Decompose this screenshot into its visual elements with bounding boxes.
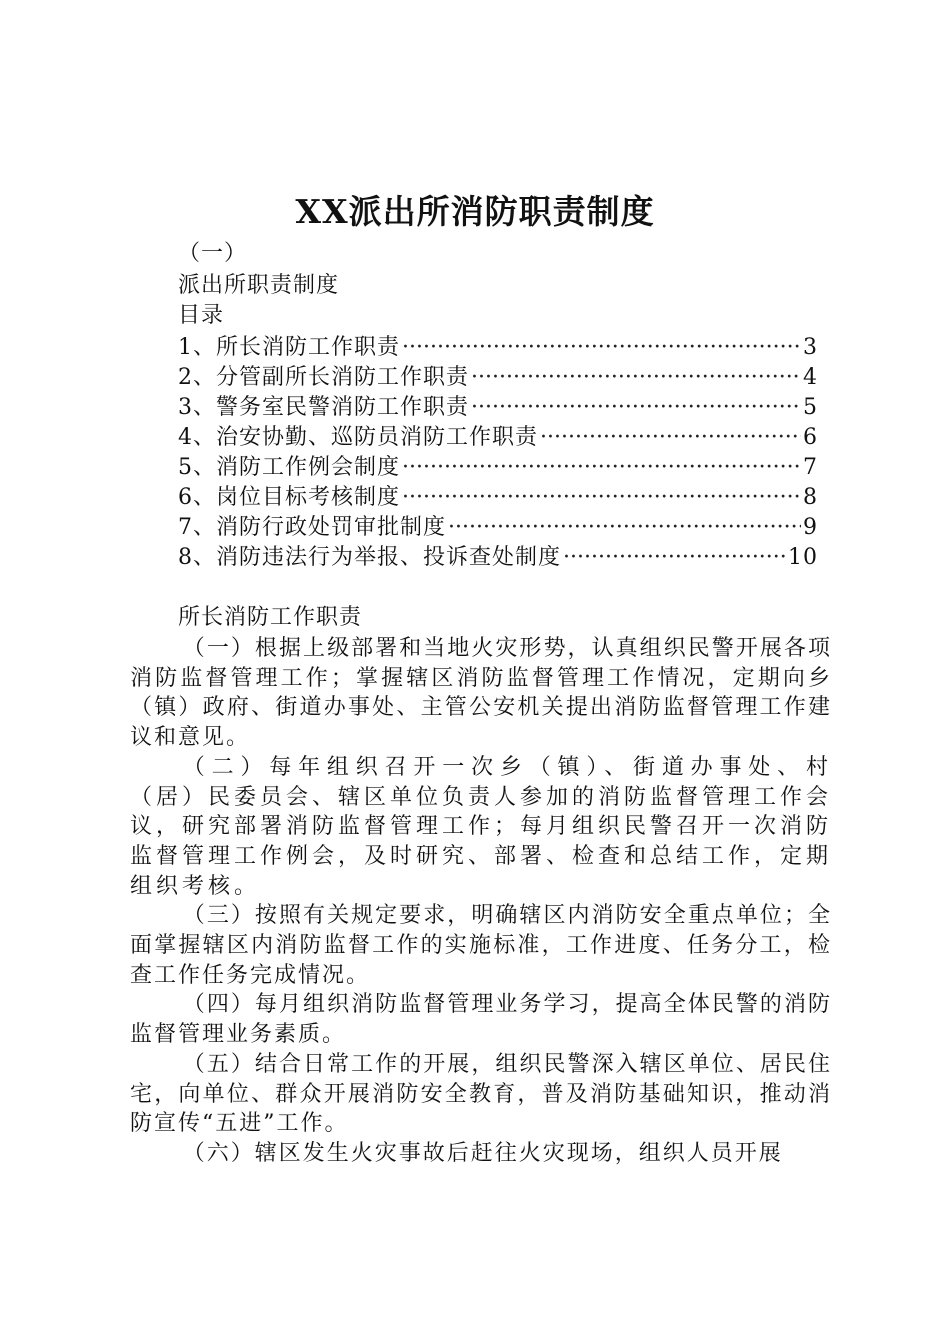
toc-entry-page: 6: [803, 425, 818, 450]
toc-entry-label: 1、所长消防工作职责: [178, 335, 400, 360]
toc-entry: [178, 420, 818, 450]
toc-entry: [178, 360, 818, 390]
toc-entry: [178, 390, 818, 420]
paragraph: （二）每年组织召开一次乡（镇）、街道办事处、村（居）民委员会、辖区单位负责人参加的消防监督管理工作会议，研究部署消防监督管理工作；每月组织民警召开一次消防监督管理工作例会，及时研究、部署、检查和总结工作，定期组织考核。: [130, 754, 833, 899]
toc-entry: [178, 510, 818, 540]
section-heading: 所长消防工作职责: [178, 605, 363, 630]
toc-dot-leader: [402, 485, 801, 510]
section-number: （一）: [178, 241, 248, 266]
toc-entry-label: 6、岗位目标考核制度: [178, 485, 400, 510]
toc-dot-leader: [448, 515, 801, 540]
table-of-contents: [178, 330, 818, 570]
toc-entry-page: 7: [803, 455, 818, 480]
toc-entry-page: 8: [803, 485, 818, 510]
toc-entry-label: 5、消防工作例会制度: [178, 455, 400, 480]
toc-dot-leader: [563, 545, 786, 570]
paragraph: （一）根据上级部署和当地火灾形势，认真组织民警开展各项消防监督管理工作；掌握辖区消防监督管理工作情况，定期向乡（镇）政府、街道办事处、主管公安机关提出消防监督管理工作建议和意见。: [130, 636, 832, 751]
toc-dot-leader: [471, 395, 801, 420]
toc-entry-page: 5: [803, 395, 818, 420]
subtitle: 派出所职责制度: [178, 273, 340, 298]
toc-dot-leader: [402, 455, 801, 480]
toc-heading: 目录: [178, 303, 225, 328]
toc-entry-page: 3: [803, 335, 818, 360]
toc-dot-leader: [471, 365, 801, 390]
toc-entry-label: 7、消防行政处罚审批制度: [178, 515, 446, 540]
toc-entry: [178, 330, 818, 360]
paragraph: （三）按照有关规定要求，明确辖区内消防安全重点单位；全面掌握辖区内消防监督工作的实施标准，工作进度、任务分工，检查工作任务完成情况。: [130, 903, 832, 988]
toc-entry-page: 10: [788, 545, 818, 570]
body-text: [130, 634, 832, 1169]
paragraph: （四）每月组织消防监督管理业务学习，提高全体民警的消防监督管理业务素质。: [130, 992, 832, 1048]
toc-entry: [178, 450, 818, 480]
paragraph: （五）结合日常工作的开展，组织民警深入辖区单位、居民住宅，向单位、群众开展消防安全教育，普及消防基础知识，推动消防宣传“五进”工作。: [130, 1051, 832, 1137]
toc-entry-label: 3、警务室民警消防工作职责: [178, 395, 469, 420]
toc-entry: [178, 480, 818, 510]
document-title: XX派出所消防职责制度: [295, 192, 655, 231]
toc-entry-label: 8、消防违法行为举报、投诉查处制度: [178, 545, 561, 570]
toc-entry-page: 4: [803, 365, 818, 390]
toc-entry-label: 2、分管副所长消防工作职责: [178, 365, 469, 390]
toc-dot-leader: [402, 335, 801, 360]
toc-entry-page: 9: [803, 515, 818, 540]
toc-entry: [178, 540, 818, 570]
toc-entry-label: 4、治安协勤、巡防员消防工作职责: [178, 425, 538, 450]
paragraph: （六）辖区发生火灾事故后赶往火灾现场，组织人员开展: [182, 1140, 783, 1166]
toc-dot-leader: [540, 425, 801, 450]
